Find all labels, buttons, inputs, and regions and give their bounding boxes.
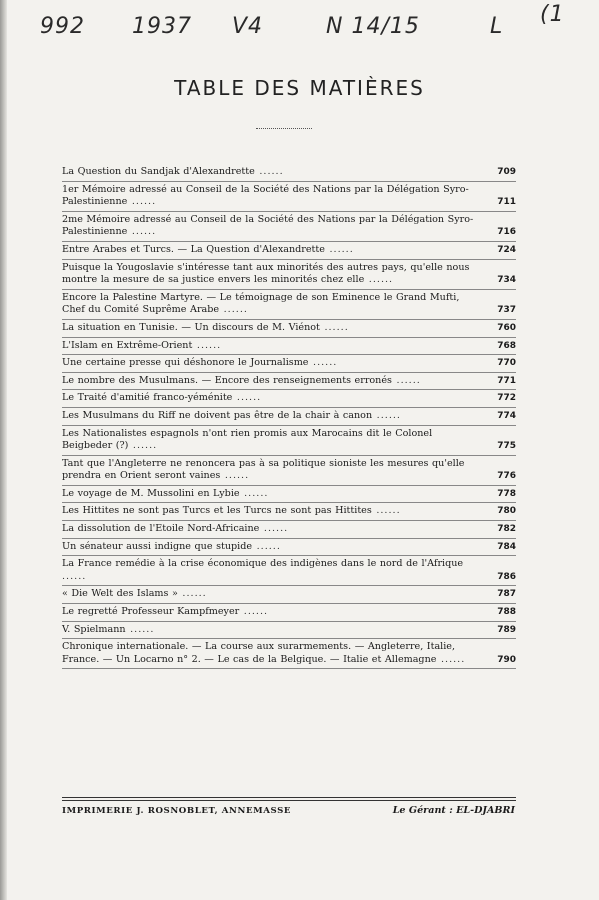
toc-entry — [62, 212, 516, 242]
manager-credit: Le Gérant : EL-DJABRI — [392, 805, 515, 816]
toc-entry-title: 2me Mémoire adressé au Conseil de la Société des Nations par la Délégation Syro-Palestinienne ...... — [62, 213, 474, 238]
toc-entry — [62, 373, 516, 391]
toc-entry-page: 778 — [497, 488, 516, 499]
toc-entry-title: La Question du Sandjak d'Alexandrette ...... — [62, 166, 284, 177]
leader-dots: ...... — [436, 653, 466, 665]
toc-entry-title: Les Hittites ne sont pas Turcs et les Turcs ne sont pas Hittites ...... — [62, 505, 401, 517]
leader-dots: ...... — [259, 523, 289, 535]
toc-entry — [62, 164, 516, 182]
toc-entry-title: Entre Arabes et Turcs. — La Question d'Alexandrette ...... — [62, 243, 354, 255]
toc-entry — [62, 290, 516, 320]
toc-entry-title: La dissolution de l'Etoile Nord-Africaine ...... — [62, 523, 289, 535]
handwritten-corner: (1 — [540, 2, 565, 27]
toc-entry-page: 775 — [497, 441, 516, 452]
toc-entry-page: 789 — [497, 624, 516, 635]
toc-entry — [62, 242, 516, 260]
toc-entry — [62, 390, 516, 408]
leader-dots: ...... — [177, 588, 207, 600]
leader-dots: ...... — [254, 166, 284, 177]
toc-entry — [62, 486, 516, 504]
toc-entry-page: 790 — [497, 654, 516, 665]
toc-entry — [62, 503, 516, 521]
toc-entry-page: 784 — [497, 541, 516, 552]
toc-entry-title: « Die Welt des Islams » ...... — [62, 588, 207, 600]
leader-dots: ...... — [239, 606, 269, 618]
leader-dots: ...... — [391, 374, 421, 386]
toc-entry-page: 774 — [497, 410, 516, 421]
toc-entry — [62, 622, 516, 640]
handwritten-volume: V4 — [232, 14, 264, 39]
toc-entry-title: V. Spielmann ...... — [62, 623, 155, 635]
leader-dots: ...... — [127, 196, 157, 208]
toc-entry-title: Un sénateur aussi indigne que stupide ...... — [62, 540, 281, 552]
toc-entry — [62, 521, 516, 539]
leader-dots: ...... — [319, 321, 349, 333]
toc-entry-page: 771 — [497, 375, 516, 386]
toc-entry-page: 782 — [497, 524, 516, 535]
toc-entry-title: Le voyage de M. Mussolini en Lybie ...... — [62, 487, 269, 499]
toc-entry — [62, 338, 516, 356]
toc-entry-title: Les Nationalistes espagnols n'ont rien promis aux Marocains dit le Colonel Beigbeder (?) ...... — [62, 427, 433, 452]
toc-entry-title: Le regretté Professeur Kampfmeyer ...... — [62, 606, 269, 618]
toc-entry-title: 1er Mémoire adressé au Conseil de la Société des Nations par la Délégation Syro-Palestinienne ...... — [62, 183, 469, 208]
toc-entry — [62, 355, 516, 373]
toc-entry — [62, 320, 516, 338]
toc-entry-title: La France remédie à la crise économique des indigènes dans le nord de l'Afrique ...... — [62, 558, 464, 582]
leader-dots: ...... — [372, 409, 401, 421]
toc-entry — [62, 604, 516, 622]
page-title: TABLE DES MATIÈRES — [174, 76, 425, 100]
leader-dots: ...... — [219, 304, 248, 316]
toc-entry — [62, 408, 516, 426]
toc-entry — [62, 586, 516, 604]
toc-entry-title: Tant que l'Angleterre ne renoncera pas à sa politique sioniste les mesures qu'elle prendra en Orient seront vaines ...... — [62, 457, 465, 482]
page-margin-shadow — [0, 0, 7, 900]
leader-dots: ...... — [308, 357, 338, 369]
toc-entry-title: L'Islam en Extrême-Orient ...... — [62, 339, 222, 351]
handwritten-code: 992 — [40, 14, 85, 39]
leader-dots: ...... — [252, 540, 281, 552]
leader-dots: ...... — [62, 570, 87, 582]
toc-entry — [62, 639, 516, 669]
toc-entry-title: Les Musulmans du Riff ne doivent pas être de la chair à canon ...... — [62, 409, 401, 421]
toc-entry-page: 737 — [497, 305, 516, 316]
handwritten-year: 1937 — [132, 14, 192, 39]
toc-entry-page: 786 — [497, 571, 516, 582]
toc-entry-title: Le nombre des Musulmans. — Encore des renseignements erronés ...... — [62, 374, 421, 386]
footer-divider — [62, 797, 516, 798]
handwritten-mark: L — [490, 14, 504, 39]
toc-entry-title: Une certaine presse qui déshonore le Journalisme ...... — [62, 357, 338, 369]
toc-entry-page: 780 — [497, 506, 516, 517]
toc-entry-title: Encore la Palestine Martyre. — Le témoignage de son Eminence le Grand Mufti, Chef du Comité Suprême Arabe ...... — [62, 291, 460, 316]
footer-divider-2 — [62, 800, 516, 801]
toc-entry-title: Le Traité d'amitié franco-yéménite ...... — [62, 392, 262, 404]
toc-entry-page: 772 — [497, 393, 516, 404]
toc-entry — [62, 456, 516, 486]
toc-entry-page: 768 — [497, 340, 516, 351]
toc-entry-title: La situation en Tunisie. — Un discours de M. Viénot ...... — [62, 321, 349, 333]
toc-entry-page: 760 — [497, 322, 516, 333]
toc-entry — [62, 556, 516, 586]
handwritten-number: N 14/15 — [326, 14, 420, 39]
title-divider — [256, 128, 312, 129]
leader-dots: ...... — [125, 623, 155, 635]
toc-entry — [62, 539, 516, 557]
toc-entry — [62, 426, 516, 456]
toc-entry-page: 734 — [497, 275, 516, 286]
leader-dots: ...... — [192, 339, 222, 351]
toc-entry-page: 709 — [497, 167, 516, 177]
toc-entry-page: 787 — [497, 589, 516, 600]
leader-dots: ...... — [364, 274, 394, 286]
toc-entry — [62, 260, 516, 290]
toc-entry-page: 788 — [497, 607, 516, 618]
toc-entry-title: Chronique internationale. — La course aux surarmements. — Angleterre, Italie, France. — Un Locarno n° 2. — Le cas de la Belgique. — Italie et Allemagne ...... — [62, 641, 466, 665]
toc-entry — [62, 182, 516, 212]
leader-dots: ...... — [371, 505, 401, 517]
toc-entry-title: Puisque la Yougoslavie s'intéresse tant aux minorités des autres pays, qu'elle nous montre la mesure de sa justice envers les minorités chez elle ...... — [62, 261, 470, 286]
leader-dots: ...... — [127, 226, 157, 238]
leader-dots: ...... — [239, 487, 269, 499]
leader-dots: ...... — [232, 392, 262, 404]
printer-credit: IMPRIMERIE J. ROSNOBLET, ANNEMASSE — [62, 806, 292, 816]
toc-entry-page: 770 — [497, 358, 516, 369]
toc-entry-page: 776 — [497, 471, 516, 482]
leader-dots: ...... — [324, 243, 354, 255]
leader-dots: ...... — [128, 440, 158, 452]
toc-entry-page: 716 — [497, 227, 516, 238]
leader-dots: ...... — [220, 470, 250, 482]
toc-entry-page: 711 — [497, 197, 516, 208]
table-of-contents — [62, 164, 516, 669]
toc-entry-page: 724 — [497, 244, 516, 255]
